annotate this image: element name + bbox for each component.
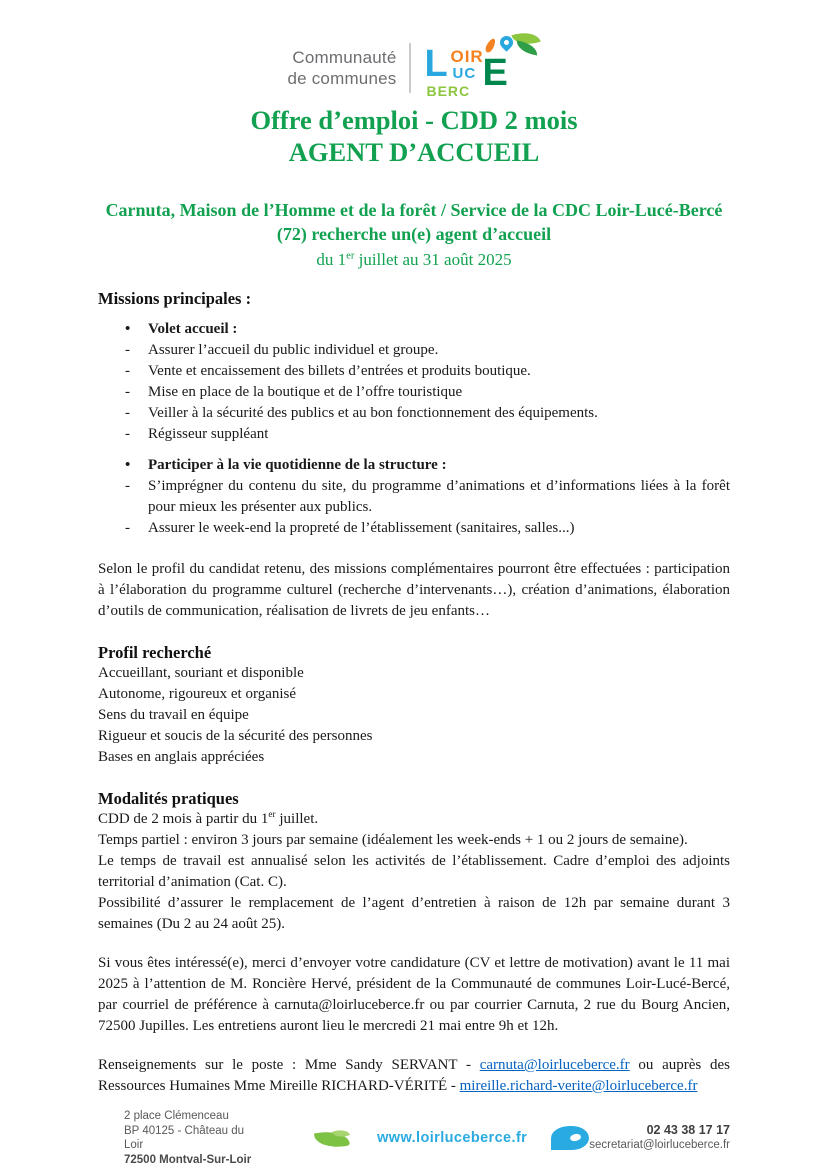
- bullet-marker: •: [125, 457, 131, 473]
- logo-text-berc: BERC: [426, 83, 471, 99]
- footer-phone: 02 43 38 17 17: [646, 1123, 730, 1137]
- header-divider: [409, 43, 411, 93]
- profil-heading: Profil recherché: [98, 643, 212, 662]
- list-item: Accueillant, souriant et disponible: [98, 665, 304, 681]
- renseignements-middle: ou auprès des Ressources Humaines Mme Mireille RICHARD-VÉRITÉ -: [98, 1057, 730, 1094]
- list-item: [98, 403, 730, 424]
- footer-address: [124, 1109, 255, 1167]
- address-line3: 72500 Montval-Sur-Loir: [124, 1153, 252, 1166]
- footer-contact: [589, 1123, 730, 1153]
- modalites-section: [98, 788, 730, 935]
- logo-letter-e: E: [482, 52, 508, 94]
- list-item-text: Assurer l’accueil du public individuel et groupe.: [148, 342, 439, 358]
- org-name-line1: Communauté: [292, 48, 397, 67]
- missions-heading: Missions principales :: [98, 289, 252, 308]
- dash-marker: -: [125, 363, 130, 379]
- bullet-marker: •: [125, 321, 131, 337]
- page-footer: [98, 1109, 730, 1167]
- list-item: [98, 382, 730, 403]
- address-line1: 2 place Clémenceau: [124, 1110, 229, 1122]
- list-item: [98, 476, 730, 518]
- carnuta-email-link[interactable]: carnuta@loirluceberce.fr: [479, 1057, 630, 1073]
- list-item-text: S’imprégner du contenu du site, du programme d’animations et d’informations liées à la forêt pour mieux les présenter aux publics.: [148, 478, 730, 515]
- footer-leaf-icon: [313, 1125, 355, 1151]
- logo-text-oir: OIR: [450, 47, 484, 66]
- dash-marker: -: [125, 426, 130, 442]
- list-item: Sens du travail en équipe: [98, 707, 249, 723]
- dash-marker: -: [125, 520, 130, 536]
- page-title: [98, 104, 730, 168]
- renseignements-paragraph: [98, 1055, 730, 1097]
- renseignements-prefix: Renseignements sur le poste : Mme Sandy SERVANT -: [98, 1057, 480, 1073]
- dash-marker: -: [125, 405, 130, 421]
- missions-section: [98, 288, 730, 539]
- logo-text-uc: UC: [452, 65, 477, 82]
- org-name-line2: de communes: [287, 69, 397, 88]
- dash-marker: -: [125, 342, 130, 358]
- temps-partiel-line: Temps partiel : environ 3 jours par semaine (idéalement les week-ends + 1 ou 2 jours de semaine).: [98, 832, 688, 848]
- footer-drop-icon: [551, 1126, 589, 1150]
- list-item: [98, 518, 730, 539]
- list-item-text: Vente et encaissement des billets d’entrées et produits boutique.: [148, 363, 531, 379]
- dash-marker: -: [125, 384, 130, 400]
- modalites-heading: Modalités pratiques: [98, 789, 239, 808]
- loir-luce-berce-logo: [424, 36, 540, 100]
- organization-header: [98, 36, 730, 100]
- list-item-text: Régisseur suppléant: [148, 426, 269, 442]
- profil-section: [98, 642, 730, 768]
- job-subtitle: [98, 198, 730, 272]
- candidature-paragraph: Si vous êtes intéressé(e), merci d’envoyer votre candidature (CV et lettre de motivation) avant le 11 mai 2025 à l’attention de M. Roncière Hervé, président de la Communauté de communes Loir-Lucé-Bercé, par courriel de préférence à carnuta@loirluceberce.fr ou par courrier Carnuta, 2 rue du Bourg Ancien, 72500 Jupilles. Les entretiens auront lieu le mercredi 21 mai entre 9h et 12h.: [98, 955, 730, 1034]
- footer-email: secretariat@loirluceberce.fr: [589, 1139, 730, 1151]
- list-item: [98, 340, 730, 361]
- list-item: [98, 424, 730, 445]
- footer-website-link[interactable]: www.loirluceberce.fr: [377, 1130, 528, 1146]
- mission-group-title-structure: [98, 455, 730, 476]
- list-item-text: Mise en place de la boutique et de l’offre touristique: [148, 384, 463, 400]
- title-line2: AGENT D’ACCUEIL: [288, 137, 540, 167]
- logo-letter-l: L: [424, 43, 448, 85]
- mission-group-title-text: Volet accueil :: [148, 321, 238, 337]
- annualise-paragraph: Le temps de travail est annualisé selon les activités de l’établissement. Cadre d’emploi des adjoints territorial d’animation (Cat. C).: [98, 853, 730, 890]
- list-item-text: Assurer le week-end la propreté de l’établissement (sanitaires, salles...): [148, 520, 575, 536]
- remplacement-paragraph: Possibilité d’assurer le remplacement de l’agent d’entretien à raison de 12h par semaine durant 3 semaines (Du 2 au 24 août 25).: [98, 895, 730, 932]
- complementary-missions-note: Selon le profil du candidat retenu, des missions complémentaires pourront être effectuées : participation à l’élaboration du programme culturel (recherche d’intervenants…), création d’animations, élaboration d’outils de communication, réalisation de livrets de jeu enfants…: [98, 561, 730, 619]
- profil-list: [98, 663, 730, 768]
- list-item: Bases en anglais appréciées: [98, 749, 265, 765]
- missions-list-structure: [98, 476, 730, 539]
- dash-marker: -: [125, 478, 130, 494]
- list-item-text: Veiller à la sécurité des publics et au bon fonctionnement des équipements.: [148, 405, 598, 421]
- list-item: Rigueur et soucis de la sécurité des personnes: [98, 728, 373, 744]
- contract-dates: [98, 247, 730, 272]
- cdd-prefix: CDD de 2 mois à partir du 1: [98, 811, 269, 827]
- address-line2: BP 40125 - Château du Loir: [124, 1124, 244, 1151]
- mission-group-title-text: Participer à la vie quotidienne de la structure :: [148, 457, 447, 473]
- cdd-suffix: juillet.: [275, 811, 319, 827]
- cdd-duration-line: [98, 809, 730, 830]
- missions-list-accueil: [98, 340, 730, 445]
- date-superscript: er: [346, 250, 355, 262]
- cdd-superscript: er: [268, 810, 276, 820]
- title-line1: Offre d’emploi - CDD 2 mois: [250, 105, 578, 135]
- organization-name: [288, 47, 397, 89]
- date-suffix: juillet au 31 août 2025: [354, 250, 512, 269]
- list-item: [98, 361, 730, 382]
- rh-email-link[interactable]: mireille.richard-verite@loirluceberce.fr: [459, 1078, 698, 1094]
- subtitle-text: Carnuta, Maison de l’Homme et de la forêt / Service de la CDC Loir-Lucé-Bercé (72) recherche un(e) agent d’accueil: [105, 200, 723, 244]
- mission-group-title-accueil: [98, 319, 730, 340]
- list-item: Autonome, rigoureux et organisé: [98, 686, 297, 702]
- date-prefix: du 1: [316, 250, 347, 269]
